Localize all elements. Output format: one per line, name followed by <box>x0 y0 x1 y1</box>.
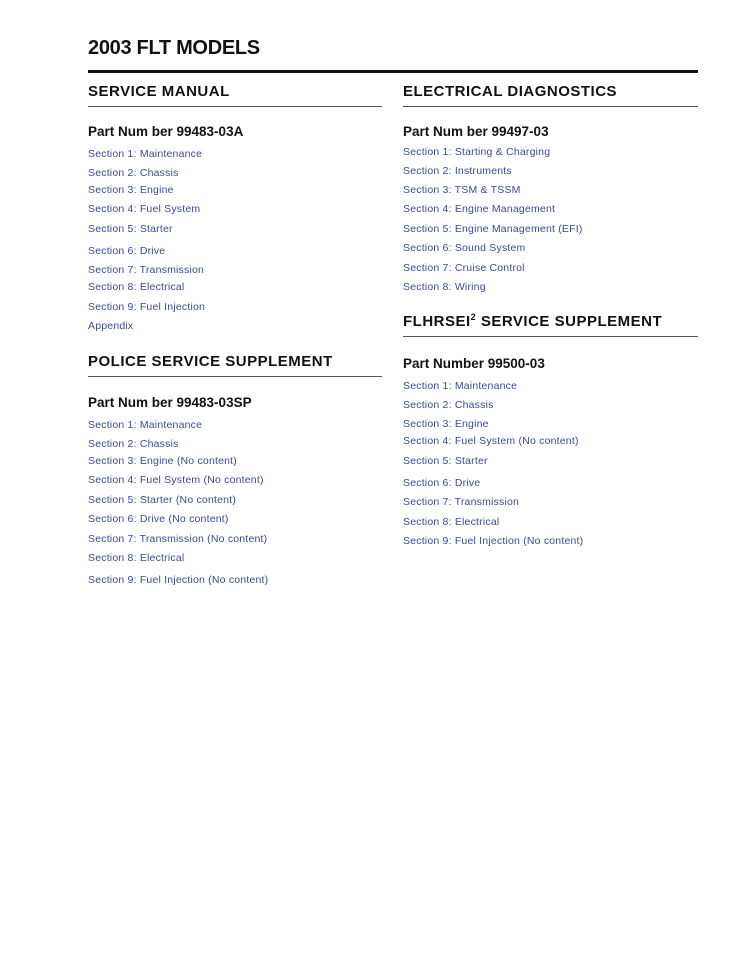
police-supplement-link-section-5[interactable]: Section 5: Starter (No content) <box>88 494 237 506</box>
police-supplement-link-section-2[interactable]: Section 2: Chassis <box>88 438 179 450</box>
service-manual-link-section-5[interactable]: Section 5: Starter <box>88 223 173 235</box>
flhrsei-supplement-link-section-5[interactable]: Section 5: Starter <box>403 455 488 467</box>
service-manual-link-section-7[interactable]: Section 7: Transmission <box>88 264 205 276</box>
police-supplement-link-section-7[interactable]: Section 7: Transmission (No content) <box>88 533 268 545</box>
electrical-diagnostics-link-section-2[interactable]: Section 2: Instruments <box>403 165 512 177</box>
service-manual-link-appendix[interactable]: Appendix <box>88 320 134 332</box>
service-manual-link-section-2[interactable]: Section 2: Chassis <box>88 167 179 179</box>
police-supplement-link-section-4[interactable]: Section 4: Fuel System (No content) <box>88 474 264 486</box>
flhrsei-heading-superscript: 2 <box>470 312 477 322</box>
police-supplement-link-section-6[interactable]: Section 6: Drive (No content) <box>88 513 229 525</box>
flhrsei-heading-suffix: SERVICE SUPPLEMENT <box>480 313 663 330</box>
electrical-diagnostics-link-section-1[interactable]: Section 1: Starting & Charging <box>403 146 551 158</box>
police-supplement-link-section-3[interactable]: Section 3: Engine (No content) <box>88 455 238 467</box>
service-manual-link-section-6[interactable]: Section 6: Drive <box>88 245 166 257</box>
electrical-diagnostics-heading: ELECTRICAL DIAGNOSTICS <box>403 83 698 107</box>
electrical-diagnostics-part-number: Part Num ber 99497-03 <box>403 124 549 139</box>
police-supplement-link-section-9[interactable]: Section 9: Fuel Injection (No content) <box>88 574 269 586</box>
electrical-diagnostics-link-section-8[interactable]: Section 8: Wiring <box>403 281 486 293</box>
service-manual-link-section-8[interactable]: Section 8: Electrical <box>88 281 185 293</box>
service-manual-link-section-4[interactable]: Section 4: Fuel System <box>88 203 201 215</box>
flhrsei-supplement-link-section-7[interactable]: Section 7: Transmission <box>403 496 520 508</box>
electrical-diagnostics-link-section-3[interactable]: Section 3: TSM & TSSM <box>403 184 521 196</box>
service-manual-part-number: Part Num ber 99483-03A <box>88 124 244 139</box>
police-supplement-part-number: Part Num ber 99483-03SP <box>88 395 252 410</box>
flhrsei-supplement-link-section-8[interactable]: Section 8: Electrical <box>403 516 500 528</box>
flhrsei-supplement-link-section-4[interactable]: Section 4: Fuel System (No content) <box>403 435 579 447</box>
flhrsei-supplement-link-section-3[interactable]: Section 3: Engine <box>403 418 489 430</box>
service-manual-link-section-1[interactable]: Section 1: Maintenance <box>88 148 203 160</box>
police-supplement-link-section-1[interactable]: Section 1: Maintenance <box>88 419 203 431</box>
flhrsei-supplement-link-section-9[interactable]: Section 9: Fuel Injection (No content) <box>403 535 584 547</box>
flhrsei-supplement-part-number: Part Number 99500-03 <box>403 356 545 371</box>
electrical-diagnostics-link-section-7[interactable]: Section 7: Cruise Control <box>403 262 525 274</box>
electrical-diagnostics-link-section-4[interactable]: Section 4: Engine Management <box>403 203 556 215</box>
service-manual-heading: SERVICE MANUAL <box>88 83 382 107</box>
electrical-diagnostics-link-section-5[interactable]: Section 5: Engine Management (EFI) <box>403 223 583 235</box>
flhrsei-heading-prefix: FLHRSEI <box>403 313 471 330</box>
service-manual-link-section-9[interactable]: Section 9: Fuel Injection <box>88 301 206 313</box>
police-supplement-heading: POLICE SERVICE SUPPLEMENT <box>88 353 382 377</box>
title-divider <box>88 70 698 73</box>
service-manual-link-section-3[interactable]: Section 3: Engine <box>88 184 174 196</box>
police-supplement-link-section-8[interactable]: Section 8: Electrical <box>88 552 185 564</box>
flhrsei-supplement-link-section-6[interactable]: Section 6: Drive <box>403 477 481 489</box>
flhrsei-supplement-link-section-2[interactable]: Section 2: Chassis <box>403 399 494 411</box>
page-title: 2003 FLT MODELS <box>88 37 260 59</box>
electrical-diagnostics-link-section-6[interactable]: Section 6: Sound System <box>403 242 526 254</box>
flhrsei-supplement-heading <box>403 313 698 337</box>
flhrsei-supplement-link-section-1[interactable]: Section 1: Maintenance <box>403 380 518 392</box>
